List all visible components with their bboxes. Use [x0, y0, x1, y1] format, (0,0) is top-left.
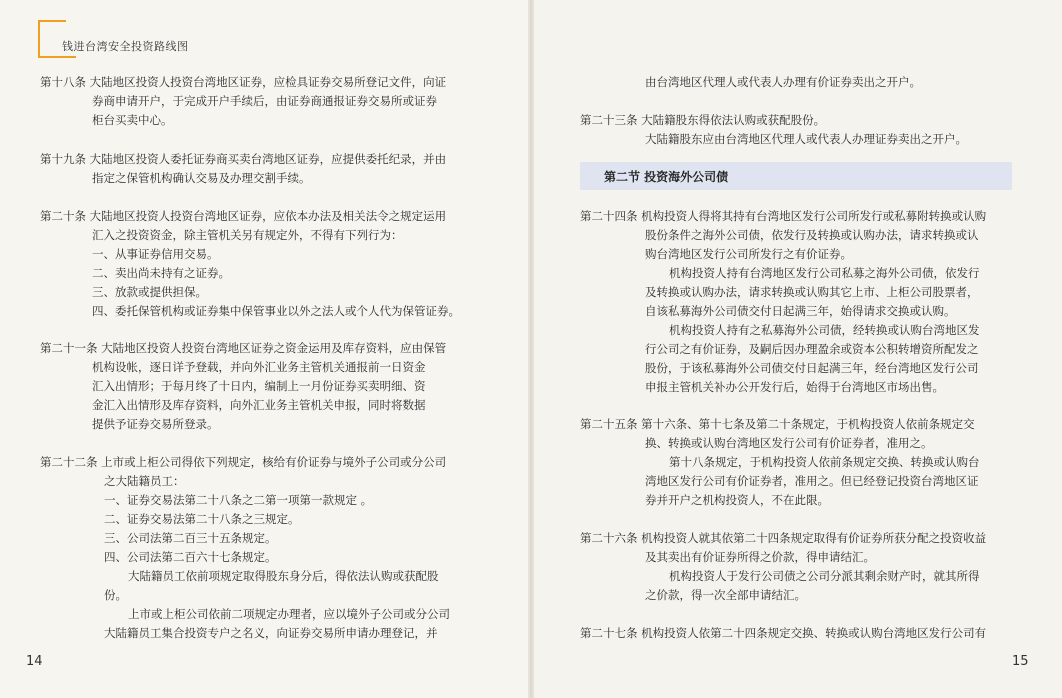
text-line: 二、证券交易法第二十八条之三规定。 — [104, 512, 300, 526]
text-line: 第十八条 大陆地区投资人投资台湾地区证券，应检具证券交易所登记文件，向证 — [40, 75, 447, 89]
page-number-left: 14 — [26, 654, 43, 669]
text-line: 第二十三条 大陆籍股东得依法认购或获配股份。 — [580, 113, 826, 127]
text-line: 指定之保管机构确认交易及办理交割手续。 — [92, 171, 311, 185]
text-line: 之大陆籍员工： — [104, 474, 185, 488]
text-line: 机构投资人于发行公司债之公司分派其剩余财产时，就其所得 — [669, 569, 980, 583]
text-line: 份。 — [104, 588, 127, 602]
text-line: 三、放款或提供担保。 — [92, 285, 207, 299]
text-line: 券并开户之机构投资人，不在此限。 — [645, 493, 829, 507]
text-line: 提供予证券交易所登录。 — [92, 417, 219, 431]
text-line: 大陆籍员工集合投资专户之名义，向证券交易所申请办理登记，并 — [104, 626, 438, 640]
text-line: 换、转换或认购台湾地区发行公司有价证券者，准用之。 — [645, 436, 933, 450]
text-line: 汇入之投资资金，除主管机关另有规定外，不得有下列行为： — [92, 228, 403, 242]
text-line: 券商申请开户，于完成开户手续后，由证券商通报证券交易所或证券 — [92, 94, 437, 108]
text-line: 由台湾地区代理人或代表人办理有价证券卖出之开户。 — [645, 75, 921, 89]
page-gutter — [528, 0, 534, 698]
text-line: 金汇入出情形及库存资料，向外汇业务主管机关申报，同时将数据 — [92, 398, 426, 412]
text-line: 二、卖出尚未持有之证券。 — [92, 266, 230, 280]
text-line: 购台湾地区发行公司所发行之有价证券。 — [645, 247, 852, 261]
text-line: 机构投资人持有台湾地区发行公司私募之海外公司债，依发行 — [669, 266, 980, 280]
text-line: 柜台买卖中心。 — [92, 113, 173, 127]
text-line: 上市或上柜公司依前二项规定办理者，应以境外子公司或分公司 — [128, 607, 450, 621]
text-line: 第十八条规定，于机构投资人依前条规定交换、转换或认购台 — [669, 455, 980, 469]
text-line: 三、公司法第二百三十五条规定。 — [104, 531, 277, 545]
running-header: 钱进台湾安全投资路线图 — [62, 40, 189, 53]
text-line: 第二十四条 机构投资人得将其持有台湾地区发行公司所发行或私募附转换或认购 — [580, 209, 987, 223]
text-line: 第二十五条 第十六条、第十七条及第二十条规定，于机构投资人依前条规定交 — [580, 417, 975, 431]
text-line: 股份，于该私募海外公司债交付日起满三年，经台湾地区发行公司 — [645, 361, 979, 375]
text-line: 第二十二条 上市或上柜公司得依下列规定，核给有价证券与境外子公司或分公司 — [40, 455, 447, 469]
text-line: 第二十六条 机构投资人就其依第二十四条规定取得有价证券所获分配之投资收益 — [580, 531, 987, 545]
text-line: 四、委托保管机构或证券集中保管事业以外之法人或个人代为保管证券。 — [92, 304, 460, 318]
text-line: 第二十七条 机构投资人依第二十四条规定交换、转换或认购台湾地区发行公司有 — [580, 626, 987, 640]
text-line: 机构设帐，逐日详予登载，并向外汇业务主管机关通报前一日资金 — [92, 360, 426, 374]
section-heading: 第二节 投资海外公司债 — [604, 170, 729, 184]
text-line: 第十九条 大陆地区投资人委托证券商买卖台湾地区证券，应提供委托纪录，并由 — [40, 152, 447, 166]
text-line: 及其卖出有价证券所得之价款，得申请结汇。 — [645, 550, 875, 564]
text-line: 湾地区发行公司有价证券者，准用之。但已经登记投资台湾地区证 — [645, 474, 979, 488]
text-line: 及转换或认购办法，请求转换或认购其它上市、上柜公司股票者， — [645, 285, 979, 299]
text-line: 一、从事证券信用交易。 — [92, 247, 219, 261]
text-line: 申报主管机关补办公开发行后，始得于台湾地区市场出售。 — [645, 380, 944, 394]
text-line: 第二十一条 大陆地区投资人投资台湾地区证券之资金运用及库存资料，应由保管 — [40, 341, 447, 355]
text-line: 机构投资人持有之私募海外公司债，经转换或认购台湾地区发 — [669, 323, 980, 337]
page-number-right: 15 — [1012, 654, 1029, 669]
text-line: 汇入出情形；于每月终了十日内，编制上一月份证券买卖明细、资 — [92, 379, 426, 393]
text-line: 大陆籍股东应由台湾地区代理人或代表人办理证券卖出之开户。 — [645, 132, 967, 146]
text-line: 一、证券交易法第二十八条之二第一项第一款规定 。 — [104, 493, 373, 507]
text-line: 自该私募海外公司债交付日起满三年，始得请求交换或认购。 — [645, 304, 956, 318]
text-line: 四、公司法第二百六十七条规定。 — [104, 550, 277, 564]
text-line: 股份条件之海外公司债，依发行及转换或认购办法，请求转换或认 — [645, 228, 979, 242]
text-line: 大陆籍员工依前项规定取得股东身分后，得依法认购或获配股 — [128, 569, 439, 583]
text-line: 之价款，得一次全部申请结汇。 — [645, 588, 806, 602]
text-line: 第二十条 大陆地区投资人投资台湾地区证券，应依本办法及相关法令之规定运用 — [40, 209, 447, 223]
text-line: 行公司之有价证券，及嗣后因办理盈余或资本公积转增资所配发之 — [645, 342, 979, 356]
